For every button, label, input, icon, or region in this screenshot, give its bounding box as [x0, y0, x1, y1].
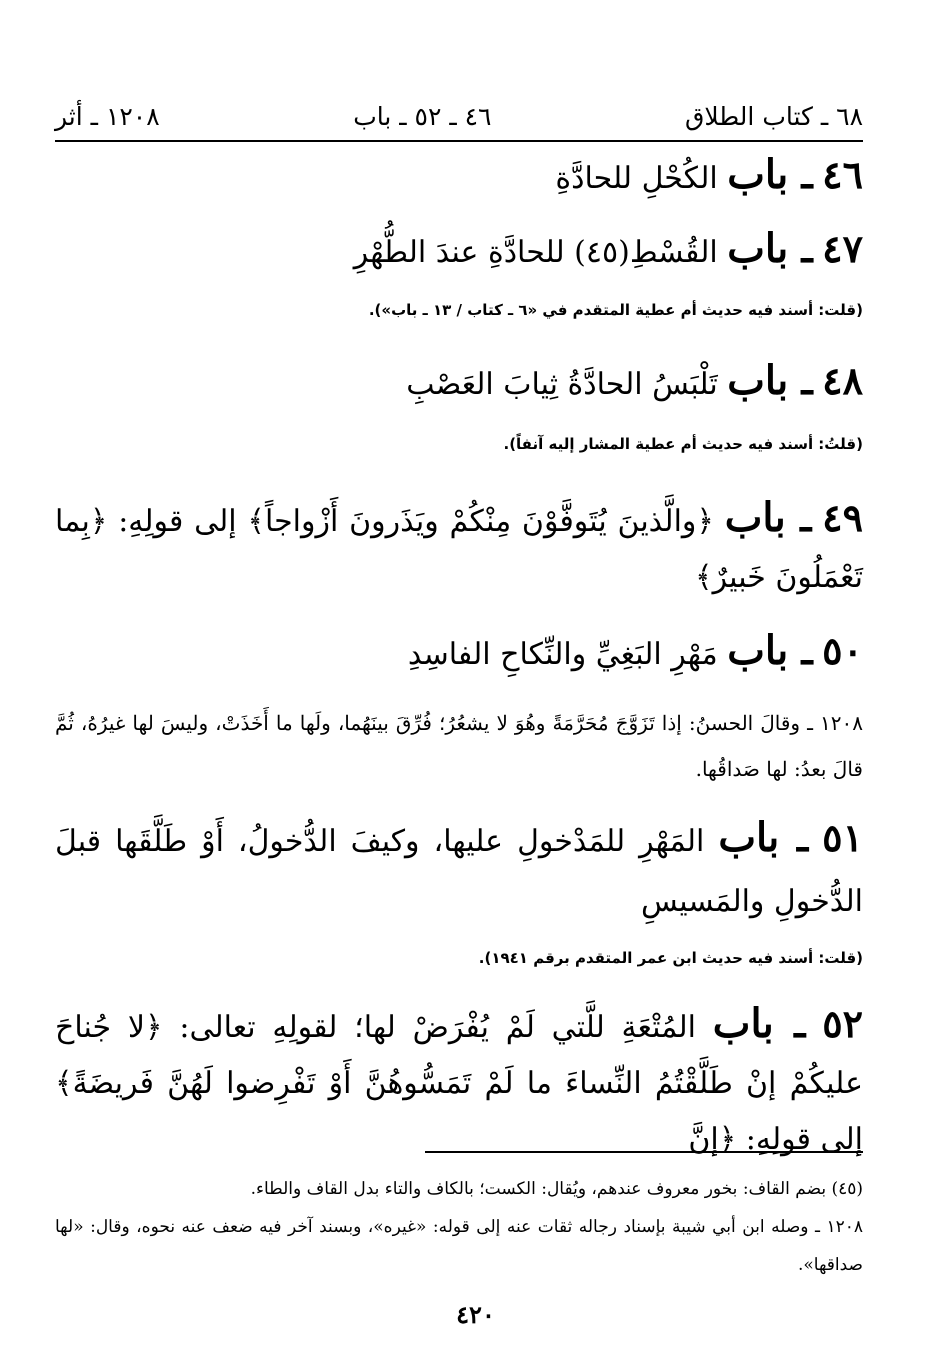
editor-note: (قلت: أسند فيه حديث أم عطية المتقدم في «٦ ـ كتاب / ١٣ ـ باب»). — [368, 301, 863, 319]
chapter-number: ٤٨ — [822, 358, 863, 403]
header-athar-number: ١٢٠٨ ـ أثر — [55, 101, 160, 131]
chapter-bab-label: باب — [727, 151, 789, 198]
chapter-title: المُتْعَةِ للَّتي لَمْ يُفْرَضْ لها؛ لقولِهِ تعالى: ﴿لا جُناحَ عليكُمْ إنْ طَلَّقْتُمُ النِّساءَ ما لَمْ تَمَسُّوهُنَّ أَوْ تَفْرِضوا لَهُنَّ فَريضَةً﴾ إلى قولِهِ: ﴿إنَّ — [55, 1010, 863, 1157]
chapter-number: ٤٧ — [822, 226, 863, 271]
chapter-title: تَلْبَسُ الحادَّةُ ثِيابَ العَصْبِ — [406, 367, 718, 402]
section-47 — [55, 222, 863, 322]
chapter-bab-label: باب — [712, 1000, 774, 1047]
chapter-bab-label: باب — [718, 814, 780, 861]
running-header — [55, 92, 863, 140]
section-52 — [55, 996, 863, 1168]
editor-note: (قلتُ: أسند فيه حديث أم عطية المشار إليه آنفاً). — [503, 435, 863, 453]
main-content — [55, 148, 863, 1168]
athar-1208: ١٢٠٨ ـ وقالَ الحسنُ: إذا تَزَوَّجَ مُحَرَّمَةً وهُوَ لا يشعُرُ؛ فُرِّقَ بينَهُما، ولَها ما أَخَذَتْ، وليسَ لها غيرُهُ، ثُمَّ قالَ بعدُ: لها صَداقُها. — [55, 711, 863, 781]
chapter-heading: ٤٩ ـ باب ﴿والَّذينَ يُتَوفَّوْنَ مِنْكُمْ ويَذَرونَ أَزْواجاً﴾ إلى قولِهِ: ﴿بِما تَعْمَلُونَ خَبيرٌ﴾ — [55, 494, 863, 595]
page-number: ٤٢٠ — [456, 1300, 495, 1329]
chapter-number: ٥٠ — [822, 628, 863, 673]
editor-note: (قلت: أسند فيه حديث ابن عمر المتقدم برقم ١٩٤١). — [478, 949, 863, 967]
section-49 — [55, 490, 863, 606]
chapter-title: ﴿والَّذينَ يُتَوفَّوْنَ مِنْكُمْ ويَذَرونَ أَزْواجاً﴾ إلى قولِهِ: ﴿بِما تَعْمَلُونَ خَبيرٌ﴾ — [55, 504, 863, 595]
chapter-title: المَهْرِ للمَدْخولِ عليها، وكيفَ الدُّخولُ، أَوْ طَلَّقَها قبلَ الدُّخولِ والمَسيسِ — [55, 824, 863, 919]
section-48 — [55, 354, 863, 456]
footnotes — [55, 1170, 863, 1284]
chapter-number: ٥٢ — [822, 1001, 864, 1046]
chapter-heading: ٥٢ ـ باب المُتْعَةِ للَّتي لَمْ يُفْرَضْ لها؛ لقولِهِ تعالى: ﴿لا جُناحَ عليكُمْ إنْ طَلَّقْتُمُ النِّساءَ ما لَمْ تَمَسُّوهُنَّ أَوْ تَفْرِضوا لَهُنَّ فَريضَةً﴾ إلى قولِهِ: ﴿إنَّ — [55, 1000, 864, 1157]
chapter-title: مَهْرِ البَغِيِّ والنِّكاحِ الفاسِدِ — [407, 637, 718, 672]
chapter-title: الكُحْلِ للحادَّةِ — [555, 161, 718, 196]
chapter-heading: ٥٠ ـ باب مَهْرِ البَغِيِّ والنِّكاحِ الفاسِدِ — [407, 627, 863, 674]
chapter-heading: ٤٧ ـ باب القُسْطِ(٤٥) للحادَّةِ عندَ الطُّهْرِ — [353, 225, 863, 272]
footnote-divider — [425, 1151, 863, 1153]
chapter-heading: ٥١ ـ باب المَهْرِ للمَدْخولِ عليها، وكيفَ الدُّخولُ، أَوْ طَلَّقَها قبلَ الدُّخولِ والمَسيسِ — [55, 814, 863, 919]
header-book-title: ٦٨ ـ كتاب الطلاق — [684, 101, 863, 131]
section-51 — [55, 808, 863, 970]
header-chapter-range: ٤٦ ـ ٥٢ ـ باب — [353, 101, 492, 131]
chapter-bab-label: باب — [727, 225, 789, 272]
footnote-1208: ١٢٠٨ ـ وصله ابن أبي شيبة بإسناد رجاله ثقات عنه إلى قوله: «غيره»، وبسند آخر فيه ضعف عنه نحوه، وقال: «لها صداقها». — [55, 1217, 863, 1275]
chapter-bab-label: باب — [727, 357, 789, 404]
section-50 — [55, 624, 863, 792]
chapter-number: ٤٦ — [822, 152, 863, 197]
section-46 — [55, 148, 863, 206]
chapter-number: ٥١ — [822, 815, 863, 860]
chapter-number: ٤٩ — [822, 495, 863, 540]
chapter-heading: ٤٦ ـ باب الكُحْلِ للحادَّةِ — [555, 151, 863, 198]
chapter-heading: ٤٨ ـ باب تَلْبَسُ الحادَّةُ ثِيابَ العَصْبِ — [406, 357, 863, 404]
header-divider — [55, 140, 863, 142]
chapter-bab-label: باب — [724, 494, 786, 541]
chapter-title: القُسْطِ(٤٥) للحادَّةِ عندَ الطُّهْرِ — [353, 235, 718, 270]
chapter-bab-label: باب — [727, 627, 789, 674]
footnote-45: (٤٥) بضم القاف: بخور معروف عندهم، ويُقال: الكست؛ بالكاف والتاء بدل القاف والطاء. — [250, 1179, 863, 1199]
